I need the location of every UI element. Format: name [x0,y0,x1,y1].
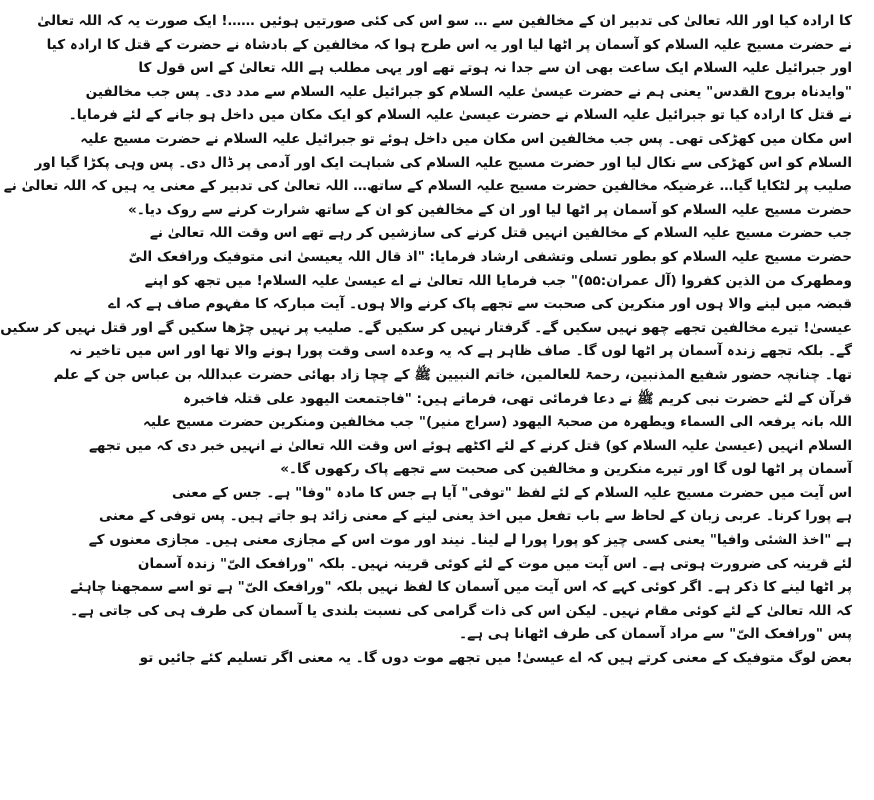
text-line-20: آسمان پر اٹھا لوں گا اور تیرے منکرین و مخالفین کی صحبت سے تجھے پاک رکھوں گا۔» [280,461,852,478]
text-line-3: اور جبرائیل علیہ السلام ایک ساعت بھی ان سے جدا نہ ہوتے تھے اور یہی مطلب ہے اللہ تعالیٰ کے اس قول کا [138,60,852,77]
text-line-24: لئے قرینہ کی ضرورت ہوتی ہے۔ اس آیت میں موت کے لئے کوئی قرینہ نہیں۔ بلکہ "ورافعک الیّ" زندہ آسمان [137,555,852,572]
text-line-16: تھا۔ چنانچہ حضور شفیع المذنبین، رحمۃ للعالمین، خاتم النبیین ﷺ کے چچا زاد بھائی حضرت عبداللہ بن عباس جن کے علم [53,366,852,383]
text-line-1: کا ارادہ کیا اور اللہ تعالیٰ کی تدبیر ان کے مخالفین سے … سو اس کی کئی صورتیں ہوئیں ……! ایک صورت یہ کہ اللہ تعالیٰ [37,13,852,29]
text-line-9: حضرت مسیح علیہ السلام کو آسمان پر اٹھا لیا اور ان کے مخالفین کو ان کے ساتھ شرارت کرنے سے روک دیا۔» [128,201,852,218]
text-line-2: نے حضرت مسیح علیہ السلام کو آسمان پر اٹھا لیا اور یہ اس طرح ہوا کہ مخالفین کے بادشاہ نے حضرت کے قتل کا ارادہ کیا [46,36,852,53]
text-line-12: ومطھرک من الذین کفروا (آل عمران:۵۵)" جب فرمایا اللہ تعالیٰ نے اے عیسیٰ علیہ السلام! میں تجھ کو اپنے [144,272,852,289]
text-line-18: اللہ بانہ یرفعہ الی السماء ویطھرہ من صحبۃ الیھود (سراج منیر)" جب مخالفین ومنکرین حضرت مسیح علیہ [142,414,852,431]
text-line-21: اس آیت میں حضرت مسیح علیہ السلام کے لئے لفظ "توفی" آیا ہے جس کا مادہ "وفا" ہے۔ جس کے معنی [171,484,852,501]
text-line-8: صلیب پر لٹکایا گیا… غرضیکہ مخالفین حضرت مسیح علیہ السلام کے ساتھ… اللہ تعالیٰ کی تدبیر کے معنی یہ ہیں کہ اللہ تعالیٰ نے [3,178,852,195]
text-line-13: قبضہ میں لینے والا ہوں اور منکرین کی صحبت سے تجھے پاک کرنے والا ہوں۔ آیت مبارکہ کا مفہوم صاف ہے کہ اے [108,296,852,313]
text-line-4: "وایدناہ بروح القدس" یعنی ہم نے حضرت عیسیٰ علیہ السلام کو جبرائیل علیہ السلام سے مدد دی۔ پس جب مخالفین [85,83,852,100]
text-line-28: بعض لوگ متوفیک کے معنی کرتے ہیں کہ اے عیسیٰ! میں تجھے موت دوں گا۔ یہ معنی اگر تسلیم کئے جائیں تو [139,650,852,667]
text-line-22: ہے پورا کرنا۔ عربی زبان کے لحاظ سے باب تفعل میں اخذ یعنی لینے کے معنی زائد ہو جاتے ہیں۔ پس توفی کے معنی [98,508,852,525]
text-line-23: ہے "اخذ الشئی وافیا" یعنی کسی چیز کو پورا پورا لے لینا۔ نیند اور موت اس کے مجازی معنی ہیں۔ مجازی معنوں کے [88,532,852,549]
text-line-15: گے۔ بلکہ تجھے زندہ آسمان پر اٹھا لوں گا۔ صاف ظاہر ہے کہ یہ وعدہ اسی وقت پورا ہونے والا تھا اور اس میں تاخیر نہ [69,343,852,360]
text-line-17: قرآن کے لئے حضرت نبی کریم ﷺ نے دعا فرمائی تھی، فرماتے ہیں: "فاجتمعت الیھود علی قتلہ فاخبرہ [183,390,852,407]
text-line-10: جب حضرت مسیح علیہ السلام کے مخالفین انہیں قتل کرنے کی سازشیں کر رہے تھے اس وقت اللہ تعالیٰ نے [149,225,852,242]
text-line-6: اس مکان میں کھڑکی تھی۔ پس جب مخالفین اس مکان میں داخل ہوئے تو جبرائیل علیہ السلام نے حضرت مسیح علیہ [80,130,852,147]
text-line-11: حضرت مسیح علیہ السلام کو بطور تسلی وتشفی ارشاد فرمایا: "اذ قال اللہ یعیسیٰ انی متوفیک ورافعک الیّ [128,248,852,265]
text-line-19: السلام انہیں (عیسیٰ علیہ السلام کو) قتل کرنے کے لئے اکٹھے ہوئے اس وقت اللہ تعالیٰ نے انہیں خبر دی کہ میں تجھے [88,437,852,454]
text-line-7: السلام کو اس کھڑکی سے نکال لیا اور حضرت مسیح علیہ السلام کی شباہت ایک اور آدمی پر ڈال دی۔ پس وہی پکڑا گیا اور [34,154,852,171]
text-line-27: پس "ورافعک الیّ" سے مراد آسمان کی طرف اٹھانا ہی ہے۔ [459,626,852,643]
text-line-14: عیسیٰ! تیرے مخالفین تجھے چھو نہیں سکیں گے۔ گرفتار نہیں کر سکیں گے۔ صلیب پر نہیں چڑھا سکیں گے اور قتل نہیں کر سکیں [0,319,852,336]
text-line-25: پر اٹھا لینے کا ذکر ہے۔ اگر کوئی کہے کہ اس آیت میں آسمان کا لفظ نہیں بلکہ "ورافعک الیّ" ہے تو اسے سمجھنا چاہئے [70,579,852,596]
text-line-26: کہ اللہ تعالیٰ کے لئے کوئی مقام نہیں۔ لیکن اس کی ذات گرامی کی نسبت بلندی یا آسمان کی طرف ہی کی جاتی ہے۔ [70,602,852,619]
text-line-5: نے قتل کا ارادہ کیا تو جبرائیل علیہ السلام نے حضرت عیسیٰ علیہ السلام کو ایک مکان میں داخل ہو جانے کے لئے فرمایا۔ [68,107,852,124]
